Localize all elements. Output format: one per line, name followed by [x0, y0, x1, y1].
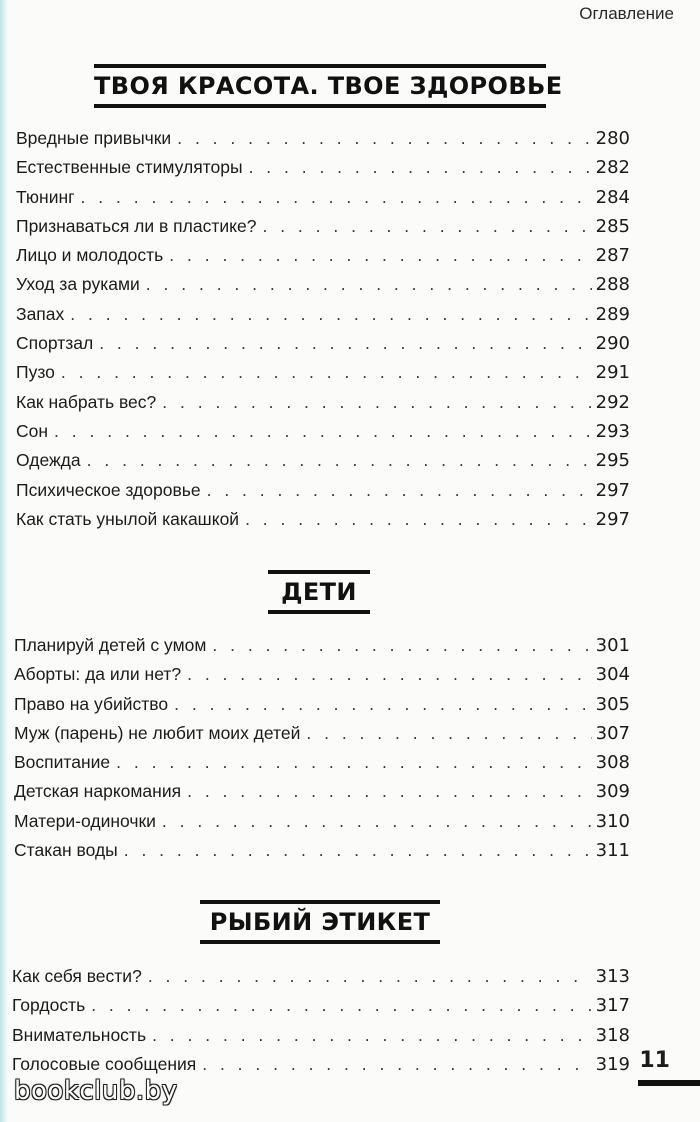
dot-leader	[54, 417, 592, 446]
dot-leader	[245, 505, 592, 534]
toc-entry-title: Планируй детей с умом	[14, 635, 207, 655]
toc-entry	[14, 836, 630, 865]
toc-entry-page: 309	[595, 781, 630, 803]
toc-entry-page: 287	[595, 245, 630, 267]
toc-entry	[12, 1021, 630, 1050]
toc-entry	[14, 631, 630, 660]
dot-leader	[81, 183, 592, 212]
page-number: 11	[639, 1048, 670, 1073]
toc-entry-page: 297	[595, 479, 630, 501]
toc-entry-title: Лицо и молодость	[16, 245, 164, 266]
section-title-beauty-health: ТВОЯ КРАСОТА. ТВОЕ ЗДОРОВЬЕ	[94, 64, 546, 108]
toc-entry	[14, 777, 630, 806]
toc-entry-title: Внимательность	[12, 1024, 147, 1045]
dot-leader	[116, 748, 592, 777]
dot-leader	[207, 476, 592, 505]
toc-entry	[12, 991, 630, 1020]
toc-entry-title: Как набрать вес?	[16, 391, 157, 412]
dot-leader	[61, 358, 592, 387]
toc-entry-page: 307	[595, 722, 630, 744]
section-entries-fish-etiquette	[12, 962, 630, 1079]
toc-entry-page: 317	[595, 995, 630, 1017]
section-entries-beauty-health	[16, 124, 630, 534]
toc-entry	[16, 476, 630, 505]
toc-entry-title: Вредные привычки	[16, 128, 172, 148]
toc-entry-page: 318	[595, 1024, 630, 1046]
watermark: bookclub.by	[14, 1076, 178, 1106]
toc-entry-page: 290	[595, 333, 630, 355]
toc-entry-page: 297	[595, 508, 630, 530]
toc-entry-page: 280	[595, 128, 630, 149]
toc-entry-page: 301	[595, 635, 630, 656]
toc-entry-title: Право на убийство	[14, 693, 169, 714]
toc-entry	[16, 446, 630, 475]
toc-entry-title: Признаваться ли в пластике?	[16, 215, 257, 236]
dot-leader	[99, 329, 591, 358]
toc-entry-page: 305	[595, 693, 630, 715]
toc-entry-title: Одежда	[16, 450, 81, 471]
dot-leader	[152, 1021, 592, 1050]
dot-leader	[249, 153, 592, 182]
toc-entry	[16, 505, 630, 534]
toc-entry	[16, 124, 630, 153]
toc-entry-title: Тюнинг	[16, 186, 75, 207]
toc-entry-page: 293	[595, 420, 630, 442]
dot-leader	[174, 690, 592, 719]
toc-entry-page: 292	[595, 391, 630, 413]
toc-entry-title: Запах	[16, 303, 65, 324]
toc-entry-title: Гордость	[12, 995, 86, 1016]
toc-entry	[16, 183, 630, 212]
dot-leader	[187, 777, 592, 806]
toc-entry-page: 295	[595, 450, 630, 472]
toc-entry	[14, 748, 630, 777]
folio-bar	[638, 1080, 700, 1086]
dot-leader	[148, 962, 592, 991]
toc-entry	[14, 660, 630, 689]
dot-leader	[202, 1050, 591, 1079]
toc-entry-page: 308	[595, 752, 630, 774]
dot-leader	[87, 446, 592, 475]
dot-leader	[162, 388, 591, 417]
toc-entry-title: Естественные стимуляторы	[16, 157, 243, 178]
dot-leader	[177, 124, 591, 153]
toc-entry-page: 310	[595, 810, 630, 832]
toc-entry-title: Аборты: да или нет?	[14, 664, 182, 685]
toc-entry-page: 282	[595, 157, 630, 179]
section-title-fish-etiquette: РЫБИЙ ЭТИКЕТ	[200, 900, 440, 944]
section-title-children: ДЕТИ	[268, 570, 370, 614]
dot-leader	[262, 212, 591, 241]
toc-entry	[14, 719, 630, 748]
toc-entry-title: Голосовые сообщения	[12, 1053, 197, 1074]
dot-leader	[91, 991, 591, 1020]
toc-entry-title: Психическое здоровье	[16, 479, 201, 500]
toc-entry	[16, 329, 630, 358]
toc-entry	[16, 153, 630, 182]
dot-leader	[146, 270, 592, 299]
toc-entry-page: 284	[595, 186, 630, 208]
toc-entry-page: 319	[595, 1053, 630, 1075]
toc-entry	[12, 1050, 630, 1079]
toc-entry	[16, 241, 630, 270]
dot-leader	[169, 241, 591, 270]
toc-entry-page: 289	[595, 303, 630, 325]
toc-entry-title: Спортзал	[16, 333, 94, 354]
toc-entry	[14, 807, 630, 836]
toc-entry-title: Сон	[16, 420, 49, 441]
toc-entry	[14, 690, 630, 719]
toc-entry	[12, 962, 630, 991]
toc-entry-page: 304	[595, 664, 630, 686]
dot-leader	[124, 836, 592, 865]
toc-entry	[16, 417, 630, 446]
dot-leader	[212, 631, 591, 660]
toc-entry-title: Воспитание	[14, 752, 111, 773]
toc-entry-title: Пузо	[16, 362, 55, 383]
toc-entry-title: Муж (парень) не любит моих детей	[14, 722, 301, 743]
page-edge	[0, 0, 8, 1122]
toc-entry	[16, 212, 630, 241]
toc-entry-page: 285	[595, 215, 630, 237]
toc-entry-page: 313	[595, 966, 630, 987]
section-entries-children	[14, 631, 630, 865]
dot-leader	[187, 660, 592, 689]
toc-entry-title: Матери-одиночки	[14, 810, 156, 831]
toc-entry-title: Стакан воды	[14, 840, 118, 861]
toc-entry	[16, 300, 630, 329]
dot-leader	[306, 719, 591, 748]
toc-entry-title: Как стать унылой какашкой	[16, 508, 240, 529]
toc-entry-title: Уход за руками	[16, 274, 140, 295]
toc-entry-page: 288	[595, 274, 630, 296]
toc-entry	[16, 270, 630, 299]
toc-entry-title: Детская наркомания	[14, 781, 182, 802]
toc-entry-page: 291	[595, 362, 630, 384]
dot-leader	[162, 807, 592, 836]
dot-leader	[70, 300, 591, 329]
running-head: Оглавление	[579, 4, 674, 23]
toc-entry-page: 311	[595, 840, 630, 862]
toc-entry-title: Как себя вести?	[12, 966, 142, 986]
toc-entry	[16, 358, 630, 387]
toc-entry	[16, 388, 630, 417]
